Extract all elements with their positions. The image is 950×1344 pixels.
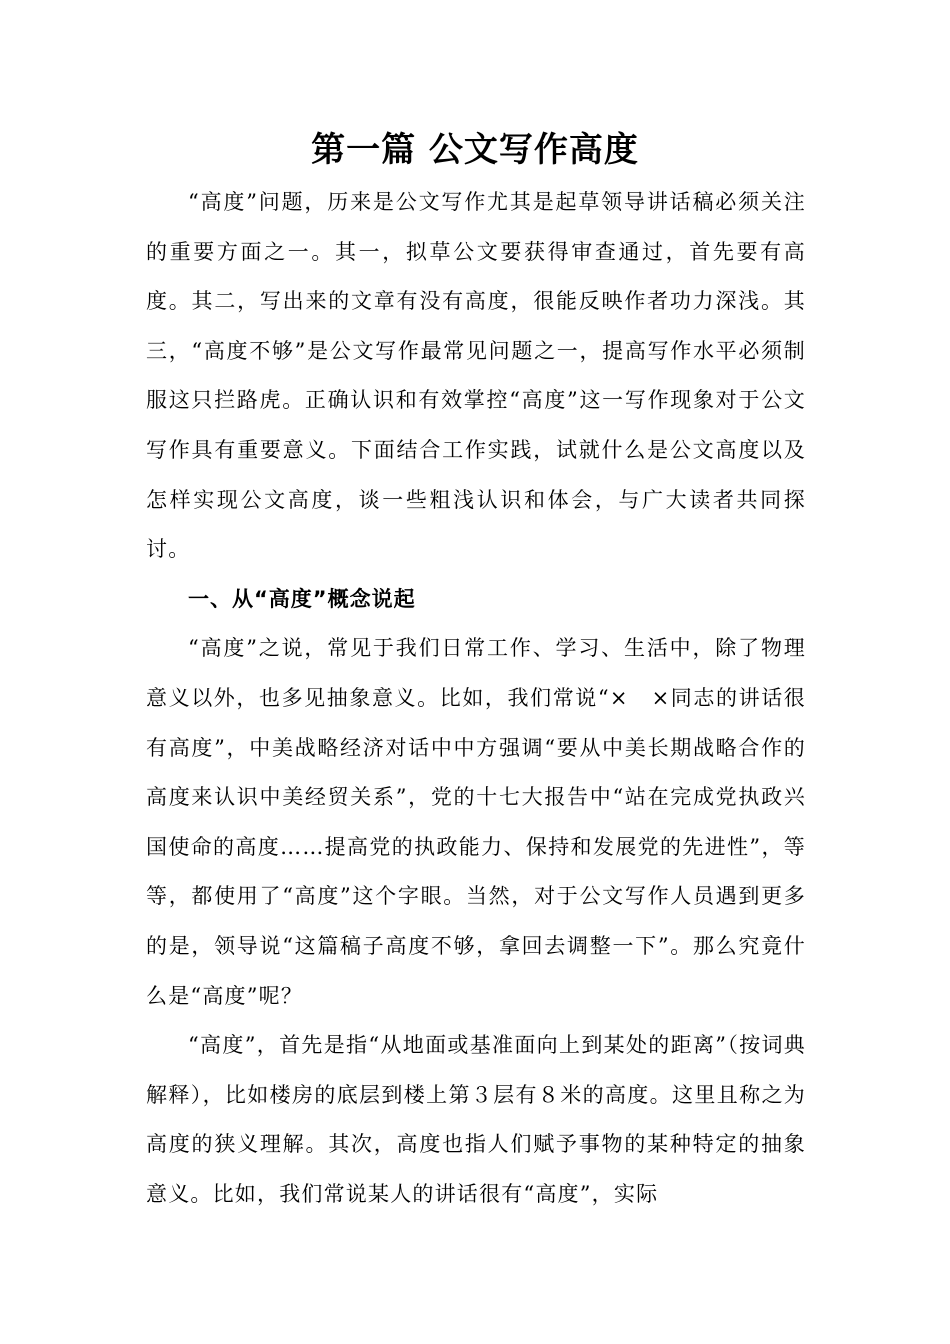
document-title: 第一篇 公文写作高度 [311,130,639,170]
document-body [146,178,806,1219]
paragraph-definition: “高度”，首先是指“从地面或基准面向上到某处的距离”（按词典解释），比如楼房的底层到楼上第３层有８米的高度。这里且称之为高度的狭义理解。其次，高度也指人们赋予事物的某种特定的抽象意义。比如，我们常说某人的讲话很有“高度”，实际 [146,1033,806,1206]
section-heading: 一、从“高度”概念说起 [188,586,416,611]
paragraph-intro: “高度”问题，历来是公文写作尤其是起草领导讲话稿必须关注的重要方面之一。其一，拟草公文要获得审查通过，首先要有高度。其二，写出来的文章有没有高度，很能反映作者功力深浅。其三，“高度不够”是公文写作最常见问题之一，提高写作水平必须制服这只拦路虎。正确认识和有效掌控“高度”这一写作现象对于公文写作具有重要意义。下面结合工作实践，试就什么是公文高度以及怎样实现公文高度，谈一些粗浅认识和体会，与广大读者共同探讨。 [146,190,806,562]
paragraph-concept: “高度”之说，常见于我们日常工作、学习、生活中，除了物理意义以外，也多见抽象意义。比如，我们常说“× ×同志的讲话很有高度”，中美战略经济对话中中方强调“要从中美长期战略合作的高度来认识中美经贸关系”，党的十七大报告中“站在完成党执政兴国使命的高度……提高党的执政能力、保持和发展党的先进性”，等等，都使用了“高度”这个字眼。当然，对于公文写作人员遇到更多的是，领导说“这篇稿子高度不够，拿回去调整一下”。那么究竟什么是“高度”呢？ [146,636,806,1008]
